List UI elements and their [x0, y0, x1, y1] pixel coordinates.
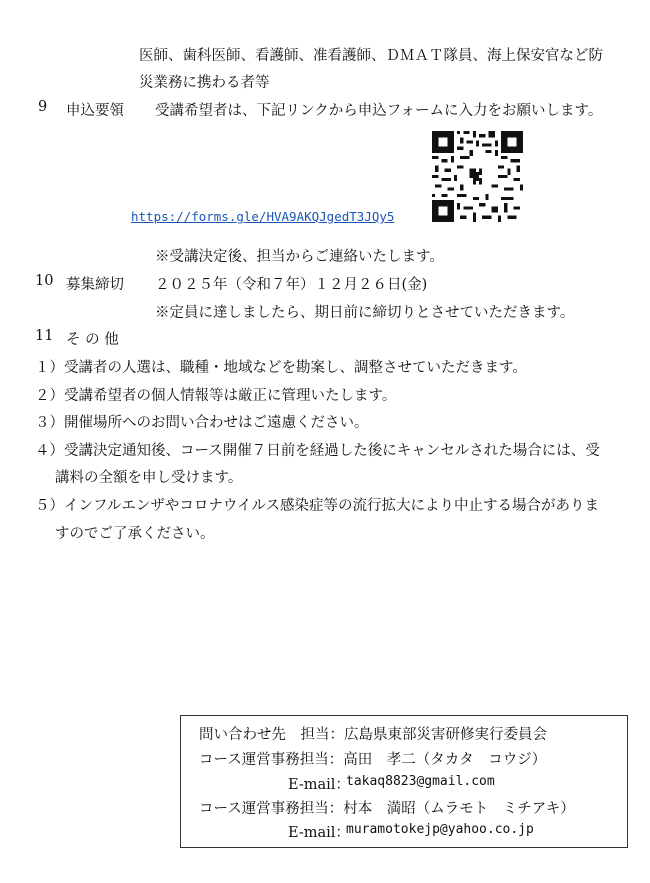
- section-11-number: 11: [35, 328, 54, 344]
- eligibility-line-1: 医師、歯科医師、看護師、准看護師、ＤＭＡＴ隊員、海上保安官など防: [139, 48, 603, 64]
- list-item-continued: 講料の全額を申し受けます。: [55, 470, 243, 486]
- list-item: ３）開催場所へのお問い合わせはご遠慮ください。: [35, 415, 369, 431]
- section-10-note: ※定員に達しましたら、期日前に締切りとさせていただきます。: [155, 305, 575, 321]
- contact-line: コース運営事務担当：村本 満昭（ムラモト ミチアキ）: [199, 801, 575, 817]
- deadline-date: ２０２５年（令和７年）１２月２６日(金): [155, 277, 428, 293]
- eligibility-line-2: 災業務に携わる者等: [139, 75, 270, 91]
- section-11-title: そ の 他: [66, 332, 119, 348]
- list-item-continued: すのでご了承ください。: [55, 526, 215, 542]
- section-10-number: 10: [35, 273, 54, 289]
- list-item: １）受講者の人選は、職種・地域などを勘案し、調整させていただきます。: [35, 360, 527, 376]
- section-9-note: ※受講決定後、担当からご連絡いたします。: [155, 249, 444, 265]
- list-item: ２）受講希望者の個人情報等は厳正に管理いたします。: [35, 388, 397, 404]
- application-form-link[interactable]: https://forms.gle/HVA9AKQJgedT3JQy5: [131, 209, 395, 224]
- contact-line: 問い合わせ先 担当：広島県東部災害研修実行委員会: [199, 727, 547, 743]
- section-9-number: 9: [38, 99, 48, 115]
- email-label: E-mail：: [288, 825, 350, 841]
- qr-code-icon[interactable]: [432, 131, 523, 222]
- email-link[interactable]: takaq8823@gmail.com: [346, 774, 495, 789]
- list-item: ５）インフルエンザやコロナウイルス感染症等の流行拡大により中止する場合がありま: [35, 498, 600, 514]
- list-item: ４）受講決定通知後、コース開催７日前を経過した後にキャンセルされた場合には、受: [35, 443, 600, 459]
- section-10-title: 募集締切: [66, 277, 124, 293]
- section-9-title: 申込要領: [66, 103, 124, 119]
- contact-line: コース運営事務担当：高田 孝二（タカタ コウジ）: [199, 752, 547, 768]
- email-label: E-mail：: [288, 777, 350, 793]
- section-9-body: 受講希望者は、下記リンクから申込フォームに入力をお願いします。: [155, 103, 603, 119]
- email-link[interactable]: muramotokejp@yahoo.co.jp: [346, 822, 534, 837]
